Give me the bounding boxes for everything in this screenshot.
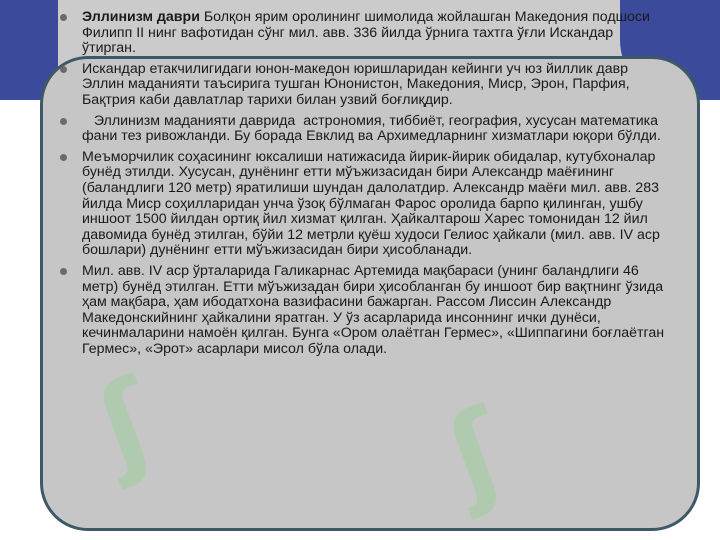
bullet-text: Искандар етакчилигидаги юнон-македон юришларидан кейинги уч юз йиллик давр Эллин маданияти таъсирига тушган Юнонистон, Македония, Миср, Эрон, Парфия, Бақтрия каби давлатлар тарихи билан узвий боғлиқдир.: [82, 60, 630, 108]
bullet-text: Мил. авв. IV аср ўрталарида Галикарнас Артемида мақбараси (унинг баландлиги 46 метр) бунёд этилган. Етти мўъжизадан бири ҳисобланган бу иншоот бир вақтнинг ўзида ҳам мақбара, ҳам ибодатхона вазифасини бажарган. Рассом Лиссин Александр Македонскийнинг ҳайкалини яратган. У ўз асарларида инсоннинг ички дунёси, кечинмаларини намоён қилган. Бунга «Ором олаётган Гермес», «Шиппагини боғлаётган Гермес», «Эрот» асарлари мисол бўла олади.: [82, 262, 665, 357]
bullet-text: Эллинизм маданияти даврида астрономия, тиббиёт, география, хусусан математика фани тез ривожланди. Бу борада Евклид ва Архимедларнинг хизматлари юқори бўлди.: [82, 112, 662, 145]
bullet-dot-icon: [60, 66, 67, 73]
bullet-lead: Эллинизм даври: [82, 9, 200, 25]
bullet-item: [58, 10, 668, 57]
bullet-text: Болқон ярим оролининг шимолида жойлашган Македония подшоси Филипп II нинг вафотидан сўнг мил. авв. 336 йилда ўрнига тахтга ўғли Искандар ўтирган.: [82, 9, 650, 57]
bullet-dot-icon: [60, 154, 67, 161]
bullet-dot-icon: [60, 118, 67, 125]
slide-body: [58, 10, 668, 362]
bullet-item: [58, 114, 668, 145]
bullet-dot-icon: [60, 14, 67, 21]
bullet-item: [58, 264, 668, 358]
watermark-logo-icon: ʃ: [82, 355, 170, 491]
bullet-item: [58, 150, 668, 259]
bullet-text: Меъморчилик соҳасининг юксалиши натижасида йирик-йирик обидалар, кутубхоналар бунёд этилди. Хусусан, дунёнинг етти мўъжизасидан бири Александр маёғининг (баландлиги 120 метр) яратилиши шундан далолатдир. Александр маёғи мил. авв. 283 йилда Миср соҳилларидан унча ўзоқ бўлмаган Фарос оролида барпо қилинган, ушбу иншоот 1500 йилдан ортиқ йил хизмат қилган. Ҳайкалтарош Харес томонидан 12 йил давомида бунёд этилган, бўйи 12 метрли қуёш худоси Гелиос ҳайкали (мил. авв. IV аср бошлари) дунёнинг етти мўъжизасидан бири ҳисобланади.: [82, 148, 660, 259]
bullet-dot-icon: [60, 268, 67, 275]
bullet-item: [58, 62, 668, 109]
watermark-logo-icon: ʃ: [432, 385, 520, 521]
